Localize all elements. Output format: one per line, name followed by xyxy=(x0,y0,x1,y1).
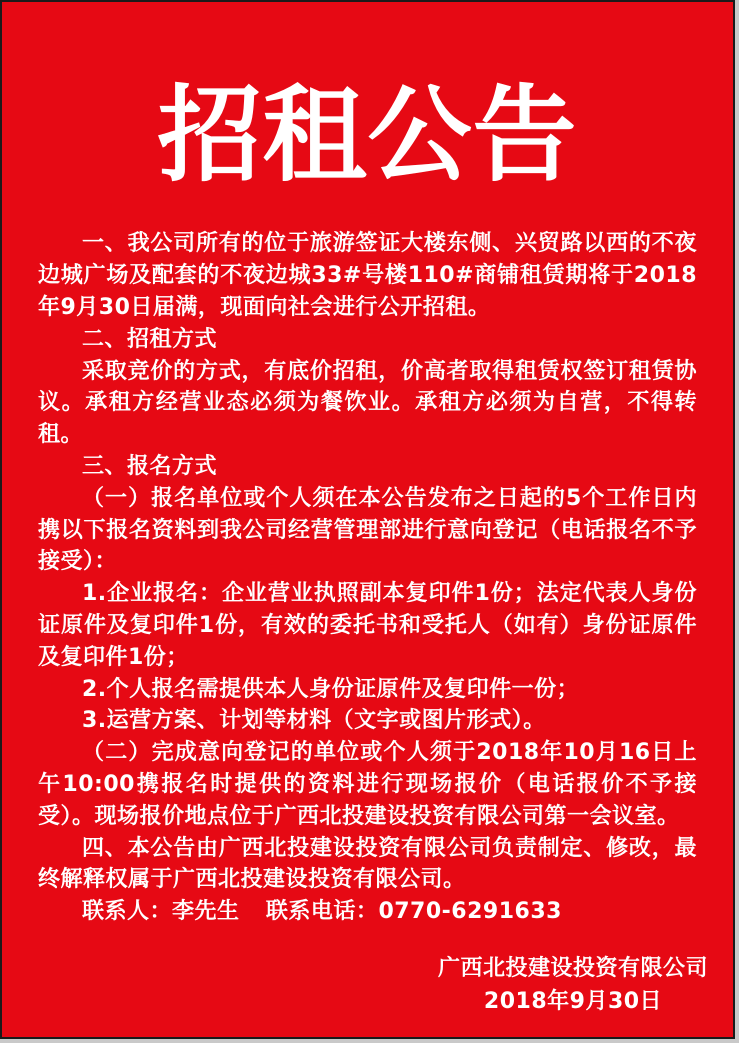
contact-person-label: 联系人： xyxy=(82,899,173,925)
contact-person-name: 李先生 xyxy=(172,899,240,925)
contact-line xyxy=(38,896,697,928)
para-onsite-bidding: （二）完成意向登记的单位或个人须于2018年10月16日上午10:00携报名时提供的资料进行现场报价（电话报价不予接受）。现场报价地点位于广西北投建设投资有限公司第一会议室。 xyxy=(38,740,697,829)
announcement-body xyxy=(38,228,697,928)
section-heading-rental-method: 二、招租方式 xyxy=(82,326,218,352)
para-operation-plan: 3.运营方案、计划等材料（文字或图片形式）。 xyxy=(82,708,546,734)
para-rental-method: 采取竞价的方式，有底价招租，价高者取得租赁权签订租赁协议。承租方经营业态必须为餐饮业。承租方必须为自营，不得转租。 xyxy=(38,358,697,448)
contact-phone-label: 联系电话： xyxy=(265,899,379,925)
signature-company: 广西北投建设投资有限公司 xyxy=(437,955,708,981)
section-heading-registration: 三、报名方式 xyxy=(82,453,218,479)
signature-date: 2018年9月30日 xyxy=(483,988,663,1014)
poster-title: 招租公告 xyxy=(157,73,578,196)
para-registration-procedure: （一）报名单位或个人须在本公告发布之日起的5个工作日内携以下报名资料到我公司经营管理部进行意向登记（电话报名不予接受）： xyxy=(38,485,697,575)
contact-phone-number: 0770-6291633 xyxy=(378,899,562,925)
para-interpretation-rights: 四、本公告由广西北投建设投资有限公司负责制定、修改，最终解释权属于广西北投建设投资有限公司。 xyxy=(38,835,697,893)
para-property-intro: 一、我公司所有的位于旅游签证大楼东侧、兴贸路以西的不夜边城广场及配套的不夜边城33#号楼110#商铺租赁期将于2018年9月30日届满，现面向社会进行公开招租。 xyxy=(38,231,697,320)
para-enterprise-documents: 1.企业报名：企业营业执照副本复印件1份；法定代表人身份证原件及复印件1份，有效的委托书和受托人（如有）身份证原件及复印件1份； xyxy=(38,581,697,670)
para-individual-documents: 2.个人报名需提供本人身份证原件及复印件一份； xyxy=(82,676,580,702)
signature-block xyxy=(438,952,708,1018)
